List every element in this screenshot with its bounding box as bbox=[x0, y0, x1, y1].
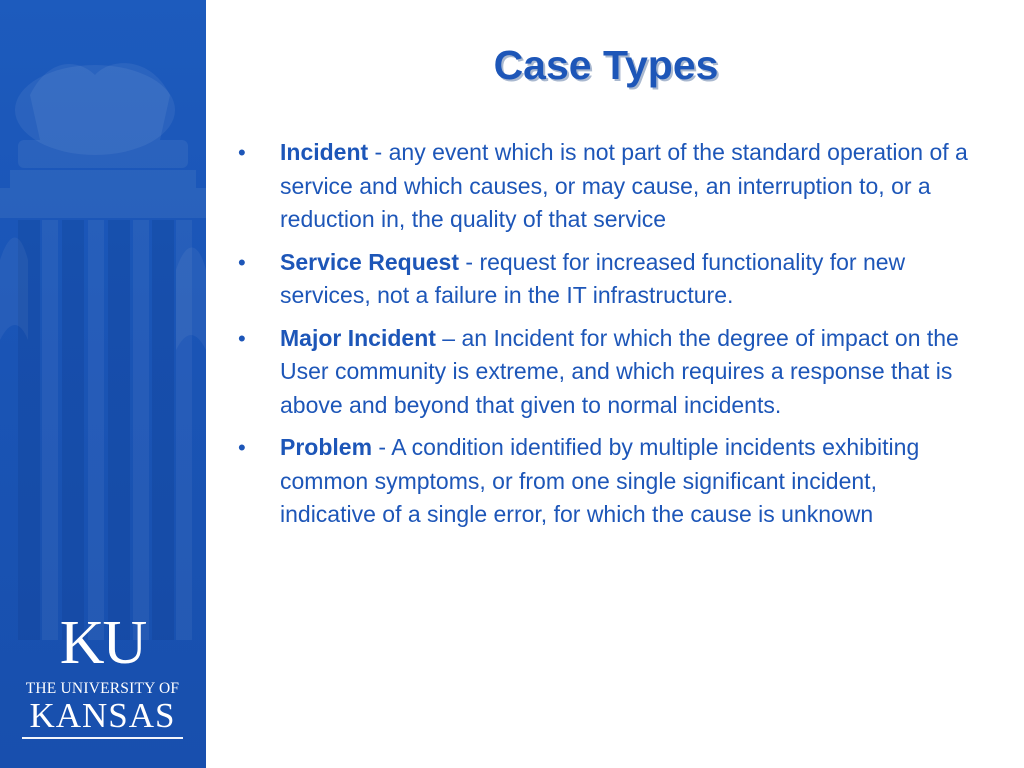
logo-line-kansas: KANSAS bbox=[29, 696, 176, 735]
bullet-item-major-incident bbox=[238, 322, 968, 423]
logo-mark: KU bbox=[59, 609, 146, 677]
slide-title: Case Types bbox=[493, 42, 719, 88]
bullet-separator: – bbox=[435, 324, 462, 351]
bullet-dot-icon: • bbox=[238, 140, 246, 165]
bullet-list bbox=[238, 136, 968, 541]
bullet-separator: - bbox=[368, 139, 389, 165]
bullet-separator: - bbox=[458, 248, 480, 275]
bullet-term: Major Incident bbox=[280, 324, 436, 351]
bullet-term: Service Request bbox=[280, 248, 459, 275]
bullet-item-service-request bbox=[238, 246, 968, 313]
bullet-dot-icon: • bbox=[238, 435, 246, 460]
bullet-item-incident bbox=[238, 136, 968, 237]
bullet-dot-icon: • bbox=[238, 249, 246, 275]
bullet-term: Problem bbox=[280, 434, 373, 460]
bullet-text: an Incident for which the degree of impact on the User community is extreme, and which requires a response that is above and beyond that given to normal incidents. bbox=[280, 324, 959, 418]
bullet-separator: - bbox=[372, 434, 392, 460]
logo-underline bbox=[22, 737, 183, 739]
logo-line-university: THE UNIVERSITY OF bbox=[25, 680, 180, 697]
bullet-text: A condition identified by multiple incidents exhibiting common symptoms, or from one single significant incident, indicative of a single error, for which the cause is unknown bbox=[280, 434, 920, 527]
bullet-dot-icon: • bbox=[238, 325, 246, 351]
bullet-item-problem bbox=[238, 431, 968, 532]
ku-logo bbox=[20, 609, 185, 739]
sidebar-panel bbox=[0, 0, 206, 768]
bullet-text: request for increased functionality for new services, not a failure in the IT infrastructure. bbox=[280, 248, 906, 308]
bullet-term: Incident bbox=[280, 139, 369, 165]
bullet-text: any event which is not part of the standard operation of a service and which causes, or may cause, an interruption to, or a reduction in, the quality of that service bbox=[280, 139, 968, 232]
